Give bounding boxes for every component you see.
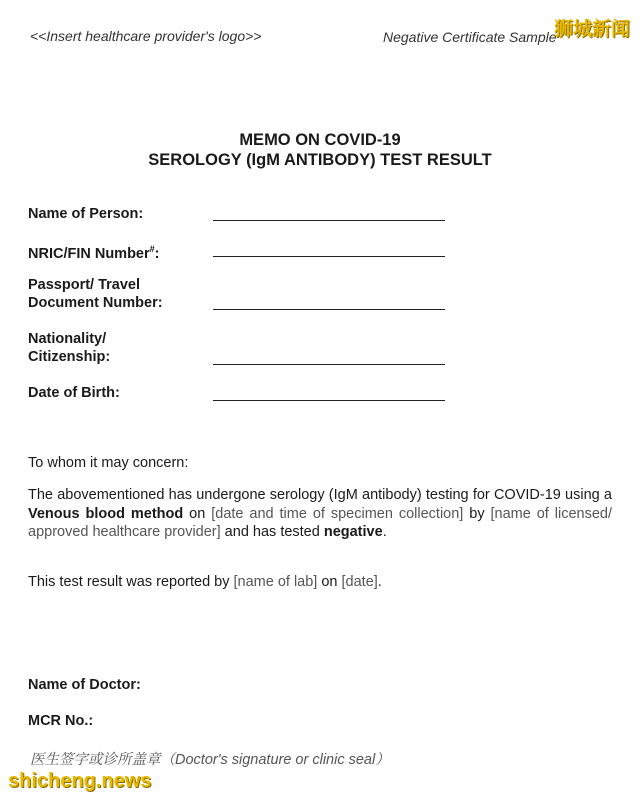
- nric-fin-text: NRIC/FIN Number: [28, 245, 150, 262]
- provider-placeholder: [name of licensed/ approved healthcare provider]: [28, 505, 612, 540]
- passport-label: [28, 276, 163, 312]
- passport-label-line1: Passport/ Travel: [28, 277, 141, 293]
- nationality-label-line2: Citizenship:: [28, 349, 111, 365]
- method-text: Venous blood method: [28, 505, 184, 522]
- memo-subtitle: SEROLOGY (IgM ANTIBODY) TEST RESULT: [148, 151, 492, 169]
- watermark-bottom: shicheng.news: [8, 770, 152, 792]
- mcr-number-label: MCR No.:: [28, 713, 94, 729]
- result-negative: negative: [323, 524, 383, 540]
- salutation: To whom it may concern:: [28, 455, 189, 471]
- passport-line: [213, 309, 445, 310]
- date-of-birth-label: Date of Birth:: [28, 385, 120, 401]
- nationality-label: [28, 330, 110, 366]
- nric-footnote-mark: #: [149, 244, 155, 254]
- result-paragraph: The abovementioned has undergone serology (IgM antibody) testing for COVID-19 using a Venous blood method on [date and time of specimen collection] by [name of licensed/ approved healthcare provider] and has tested negative.: [28, 487, 612, 540]
- watermark-top: 狮城新闻: [553, 18, 630, 40]
- date-of-birth-line: [213, 400, 445, 401]
- nric-colon: :: [154, 245, 160, 262]
- nric-fin-label: [28, 240, 160, 263]
- sample-label: Negative Certificate Sample: [383, 29, 557, 45]
- logo-placeholder: <<Insert healthcare provider's logo>>: [30, 28, 262, 44]
- collection-date-placeholder: [date and time of specimen collection]: [211, 505, 464, 522]
- nationality-line: [213, 364, 445, 365]
- lab-name-placeholder: [name of lab]: [233, 574, 318, 590]
- name-of-person-label: Name of Person:: [28, 206, 144, 222]
- nric-fin-line: [213, 256, 445, 257]
- report-paragraph: This test result was reported by [name of lab] on [date].: [28, 574, 382, 590]
- passport-label-line2: Document Number:: [28, 295, 163, 311]
- name-of-person-line: [213, 220, 445, 221]
- report-date-placeholder: [date]: [341, 574, 378, 590]
- nationality-label-line1: Nationality/: [28, 331, 107, 347]
- memo-title: MEMO ON COVID-19: [239, 131, 401, 149]
- signature-prompt: 医生签字或诊所盖章（Doctor's signature or clinic seal）: [30, 752, 390, 768]
- name-of-doctor-label: Name of Doctor:: [28, 677, 141, 693]
